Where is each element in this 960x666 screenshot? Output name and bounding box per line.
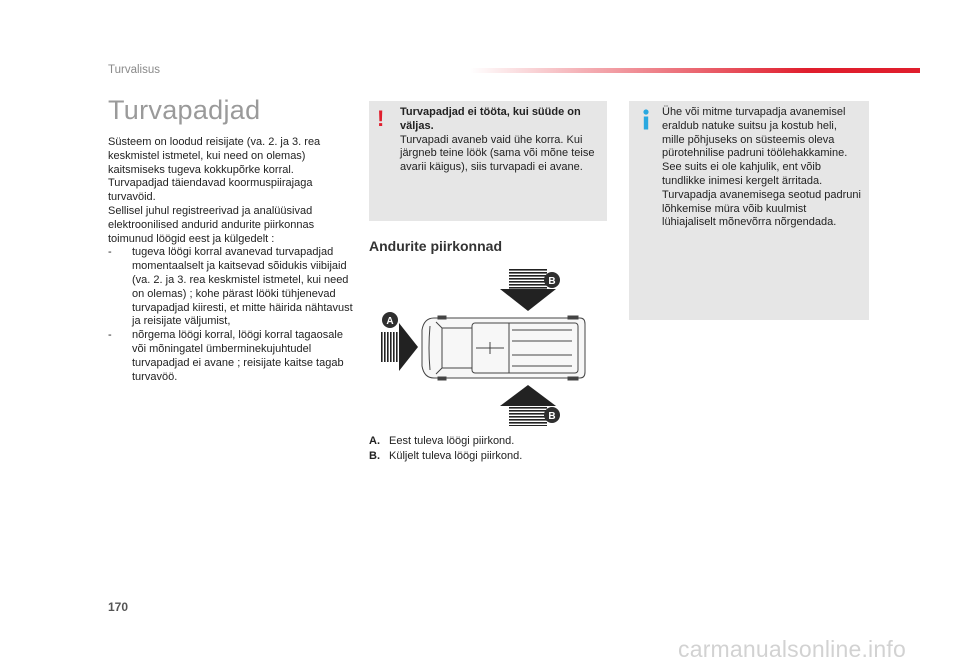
info-text: Ühe või mitme turvapadja avanemisel eraldub natuke suitsu ja kostub heli, mille põhjuseks on süsteemis oleva pürotehnilise padruni töölehakkamine. See suits ei ole kahjulik, ent võib tundlikke inimesi kergelt ärritada. Turvapadja avanemisega seotud padruni lõhkemise müra võib kuulmist lühiajaliselt mõnevõrra nõrgendada. <box>662 106 861 229</box>
warning-text <box>400 106 602 175</box>
bullet-text: tugeva löögi korral avanevad turvapadjad momentaalselt ja kaitsevad sõidukis viibijaid (va. 2. ja 3. rea keskmistel istmetel, kui need on olemas) ; kohe pärast lööki tühjenevad turvapadjad kiiresti, et mitte häirida nähtavust ja reisijate väljumist, <box>132 246 353 328</box>
exclamation-icon: ! <box>377 106 385 131</box>
legend-item <box>369 449 522 464</box>
bullet-marker: - <box>108 329 112 342</box>
list-item <box>108 329 353 384</box>
header-accent-bar <box>470 68 920 73</box>
warning-bold-text: Turvapadjad ei tööta, kui süüde on väljas. <box>400 106 581 132</box>
sensors-paragraph: Sellisel juhul registreerivad ja analüüsivad elektroonilised andurid andurite piirkonnas toimunud löögid eest ja külgedelt : <box>108 204 315 245</box>
label-b-top: B <box>548 276 556 287</box>
list-item <box>108 246 353 329</box>
warning-body-text: Turvapadi avaneb vaid ühe korra. Kui järgneb teine löök (sama või mõne teise avarii käigus), siis turvapadi ei avane. <box>400 133 595 174</box>
label-b-top-marker <box>544 272 560 288</box>
section-label: Turvalisus <box>108 64 160 76</box>
legend-key: B. <box>369 450 380 462</box>
sensor-zones-diagram <box>372 266 604 428</box>
legend-item <box>369 434 522 449</box>
label-a-marker <box>382 312 398 328</box>
body-text <box>108 136 353 384</box>
legend-key: A. <box>369 435 380 447</box>
bullet-marker: - <box>108 246 112 259</box>
seatbelt-paragraph: Turvapadjad täiendavad koormuspiirajaga turvavöid. <box>108 177 313 204</box>
page-title: Turvapadjad <box>108 95 261 125</box>
page-number: 170 <box>108 600 129 614</box>
intro-paragraph: Süsteem on loodud reisijate (va. 2. ja 3. rea keskmistel istmetel, kui need on olemas) kaitsmiseks tugeva kokkupõrke korral. <box>108 136 321 176</box>
info-icon <box>637 108 655 130</box>
legend-text: Eest tuleva löögi piirkond. <box>389 435 515 447</box>
sensors-heading: Andurite piirkonnad <box>369 238 502 254</box>
legend-text: Küljelt tuleva löögi piirkond. <box>389 450 523 462</box>
front-impact-arrow <box>381 323 418 371</box>
diagram-legend <box>369 434 522 464</box>
label-b-bottom: B <box>548 411 556 422</box>
van-top-view <box>422 316 585 380</box>
label-a: A <box>386 316 394 327</box>
label-b-bottom-marker <box>544 407 560 423</box>
watermark: carmanualsonline.info <box>678 636 906 662</box>
bullet-text: nõrgema löögi korral, löögi korral tagaosale või mõningatel ümberminekujuhtudel turvapadjad ei avane ; reisijate kaitse tagab turvavöö. <box>132 329 344 383</box>
